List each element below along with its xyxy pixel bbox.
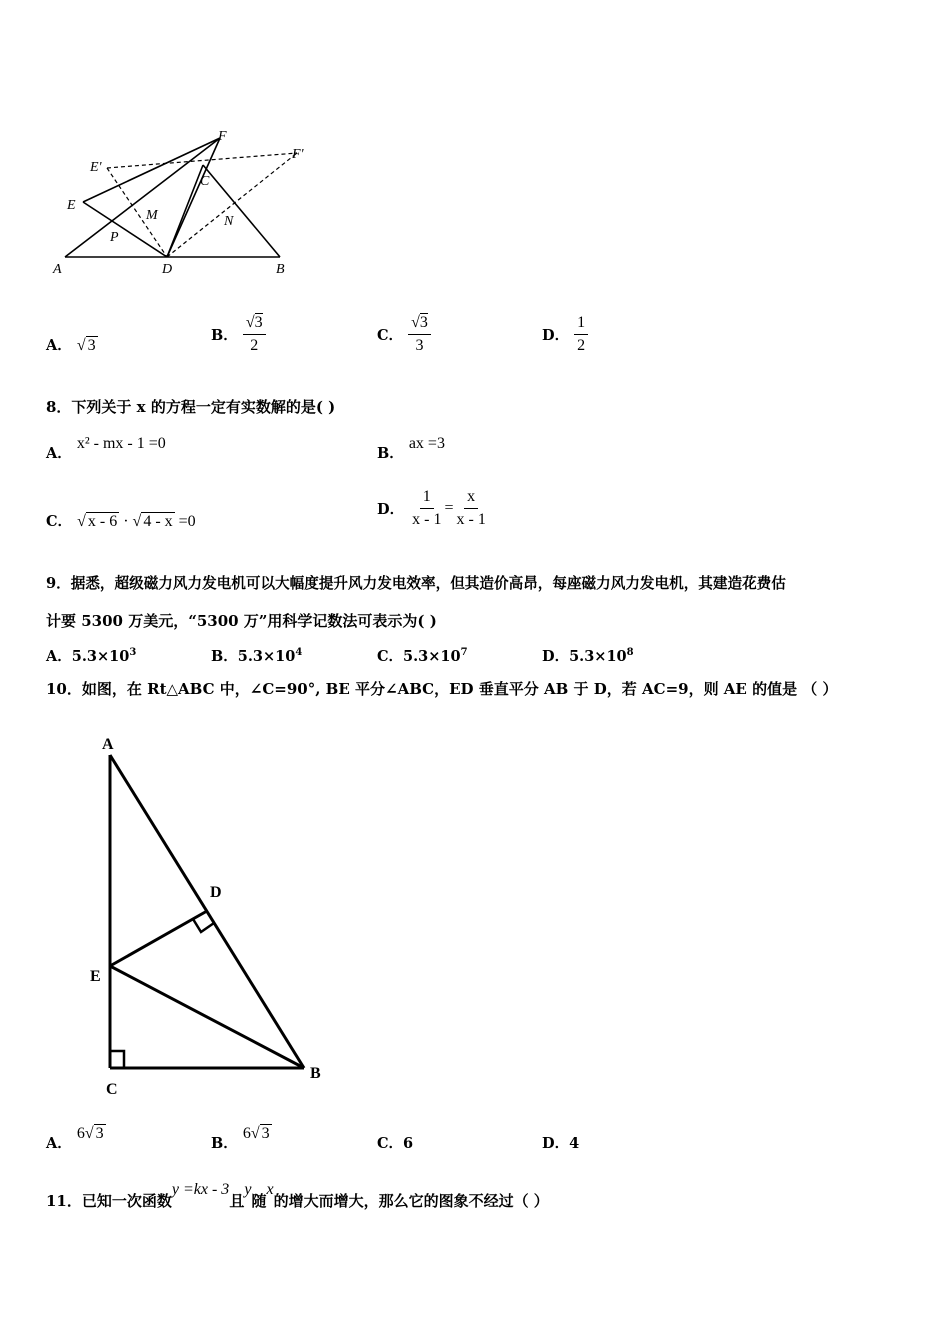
fraction: $\frac{√3}{2}$ <box>243 313 266 356</box>
right-angle-C <box>110 1051 124 1068</box>
q10-option-a[interactable]: A． 6√ 3 <box>46 1125 104 1152</box>
label-C: C <box>106 1081 118 1098</box>
label-F-prime: F' <box>292 147 304 162</box>
label-D: D <box>210 884 222 901</box>
q9-option-d[interactable]: D．$5.3\times 10^8$ <box>542 647 634 665</box>
line-ED <box>110 911 207 966</box>
label-A: A <box>102 736 114 753</box>
q9-stem-line2: 计要 5300 万美元，“5300 万”用科学记数法可表示为( ) <box>46 612 437 630</box>
line-DF <box>167 138 220 257</box>
q9-stem-line1: 9．据悉，超级磁力风力发电机可以大幅度提升风力发电效率，但其造价高昂，每座磁力风力发电机，其建造花费估 <box>46 575 786 592</box>
q8-stem: 8．下列关于 x 的方程一定有实数解的是( ) <box>46 398 336 416</box>
label-F: F <box>218 129 227 144</box>
fraction: $\frac{1}{2}$ <box>574 313 588 356</box>
q8-option-d[interactable]: D． $\frac{1}{x - 1}$ = $\frac{x}{x - 1}$ <box>377 487 489 530</box>
fraction-left: $\frac{1}{x - 1}$ <box>412 488 442 528</box>
label-B: B <box>276 262 285 277</box>
label-E: E <box>67 198 76 213</box>
right-angle-D <box>193 919 214 932</box>
line-EF <box>83 138 220 202</box>
q10-option-c[interactable]: C．6 <box>377 1135 414 1152</box>
q11-stem: 11．已知一次函数y =kx - 3且y随x的增大而增大，那么它的图象不经过（ ） <box>46 1181 549 1210</box>
q10-stem: 10．如图，在 Rt△ABC 中，∠C=90°, BE 平分∠ABC，ED 垂直平分 AB 于 D，若 AC=9，则 AE 的值是 （ ） <box>46 680 838 698</box>
fraction: $\frac{√3}{3}$ <box>408 313 431 356</box>
label-E: E <box>90 968 101 985</box>
q10-option-b[interactable]: B． 6√ 3 <box>211 1125 270 1152</box>
label-M: M <box>146 208 158 223</box>
q9-option-b[interactable]: B．$5.3\times 10^4$ <box>211 647 303 665</box>
fraction-right: $\frac{x}{x - 1}$ <box>456 488 486 528</box>
q7-option-c[interactable]: C． $\frac{√3}{3}$ <box>377 313 431 356</box>
line-AF <box>65 138 220 257</box>
label-P: P <box>110 230 119 245</box>
q8-option-a[interactable]: A． x² - mx - 1 =0 <box>46 435 166 462</box>
q7-option-d[interactable]: D． $\frac{1}{2}$ <box>542 313 588 356</box>
label-D: D <box>162 262 173 277</box>
label-E-prime: E' <box>90 160 102 175</box>
q9-option-c[interactable]: C．$5.3\times 10^7$ <box>377 647 468 665</box>
sqrt-expression: √ 3 <box>76 337 96 354</box>
q7-option-b[interactable]: B． $\frac{√3}{2}$ <box>211 313 266 356</box>
q7-figure <box>50 125 320 280</box>
q8-option-c[interactable]: C． √ x - 6 · √ 4 - x =0 <box>46 513 196 530</box>
line-EB <box>110 966 304 1068</box>
q7-option-a[interactable]: A． √ 3 <box>46 337 96 354</box>
q10-figure <box>90 725 340 1105</box>
label-C: C <box>200 174 210 189</box>
q10-option-d[interactable]: D．4 <box>542 1135 580 1152</box>
label-A: A <box>53 262 62 277</box>
q8-option-b[interactable]: B． ax =3 <box>377 435 445 462</box>
label-B: B <box>310 1065 321 1082</box>
line-CB <box>203 165 280 257</box>
q9-option-a[interactable]: A．$5.3\times 10^3$ <box>46 647 137 665</box>
label-N: N <box>224 214 234 229</box>
